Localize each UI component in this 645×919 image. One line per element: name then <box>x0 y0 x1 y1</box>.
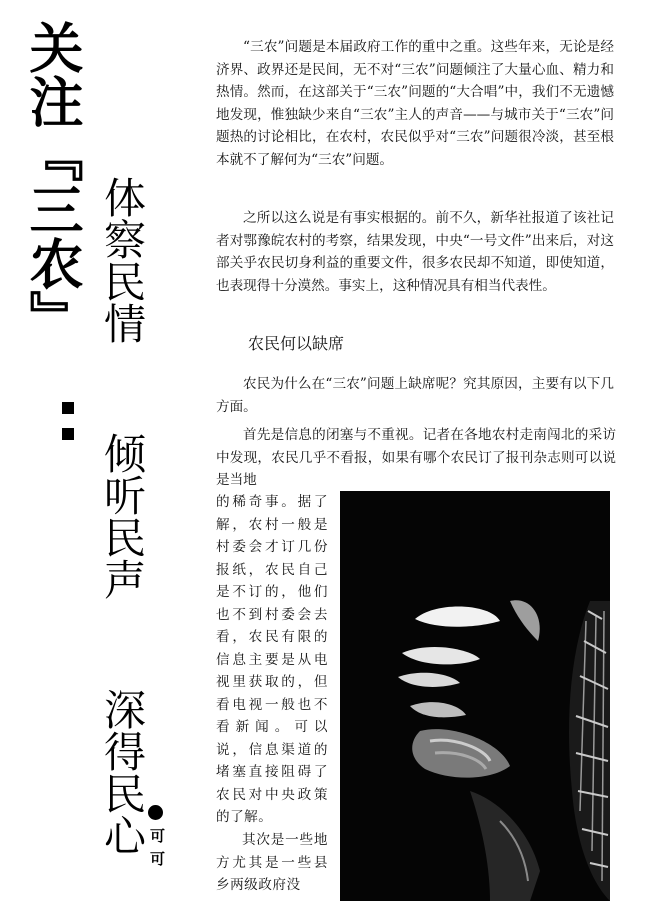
author-name: 可可 <box>148 828 166 874</box>
author-bullet-icon <box>148 805 163 820</box>
farmer-photo <box>340 491 610 901</box>
subtitle-line-2: 倾听民声 <box>98 432 147 600</box>
paragraph-2: 之所以这么说是有事实根据的。前不久，新华社报道了该社记者对鄂豫皖农村的考察，结果发现，中央“一号文件”出来后，对这部关乎农民切身利益的重要文件，很多农民却不知道，即使知道，也表现得十分漠然。事实上，这种情况具有相当代表性。 <box>216 210 614 294</box>
subtitle-line-1: 体察民情 <box>98 176 147 344</box>
title-colon <box>62 402 74 454</box>
paragraph-1: “三农”问题是本届政府工作的重中之重。这些年来，无论是经济界、政界还是民间，无不对“三农”问题倾注了大量心血、精力和热情。然而，在这部关于“三农”问题的“大合唱”中，我们不无遗憾地发现，惟独缺少来自“三农”主人的声音——与城市关于“三农”问题热的讨论相比，在农村，农民似乎对“三农”问题很冷淡，甚至根本就不了解何为“三农”问题。 <box>216 39 614 168</box>
paragraph-4: 首先是信息的闭塞与不重视。记者在各地农村走南闯北的采访中发现，农民几乎不看报，如果有哪个农民订了报刊杂志则可以说是当地 <box>216 427 616 488</box>
subtitle-line-3: 深得民心 <box>98 688 147 856</box>
paragraph-3: 农民为什么在“三农”问题上缺席呢？究其原因，主要有以下几方面。 <box>216 376 614 415</box>
paragraph-4-continued: 的稀奇事。据了解，农村一般是村委会才订几份报纸，农民自己是不订的，他们也不到村委会去看，农民有限的信息主要是从电视里获取的，但看电视一般也不看新闻。可以说，信息渠道的堵塞直接阻碍了农民对中央政策的了解。 <box>216 494 328 825</box>
section-heading: 农民何以缺席 <box>248 334 345 353</box>
article-title: 关注『三农』 <box>21 20 84 344</box>
paragraph-5: 其次是一些地方尤其是一些县乡两级政府没 <box>216 832 328 893</box>
